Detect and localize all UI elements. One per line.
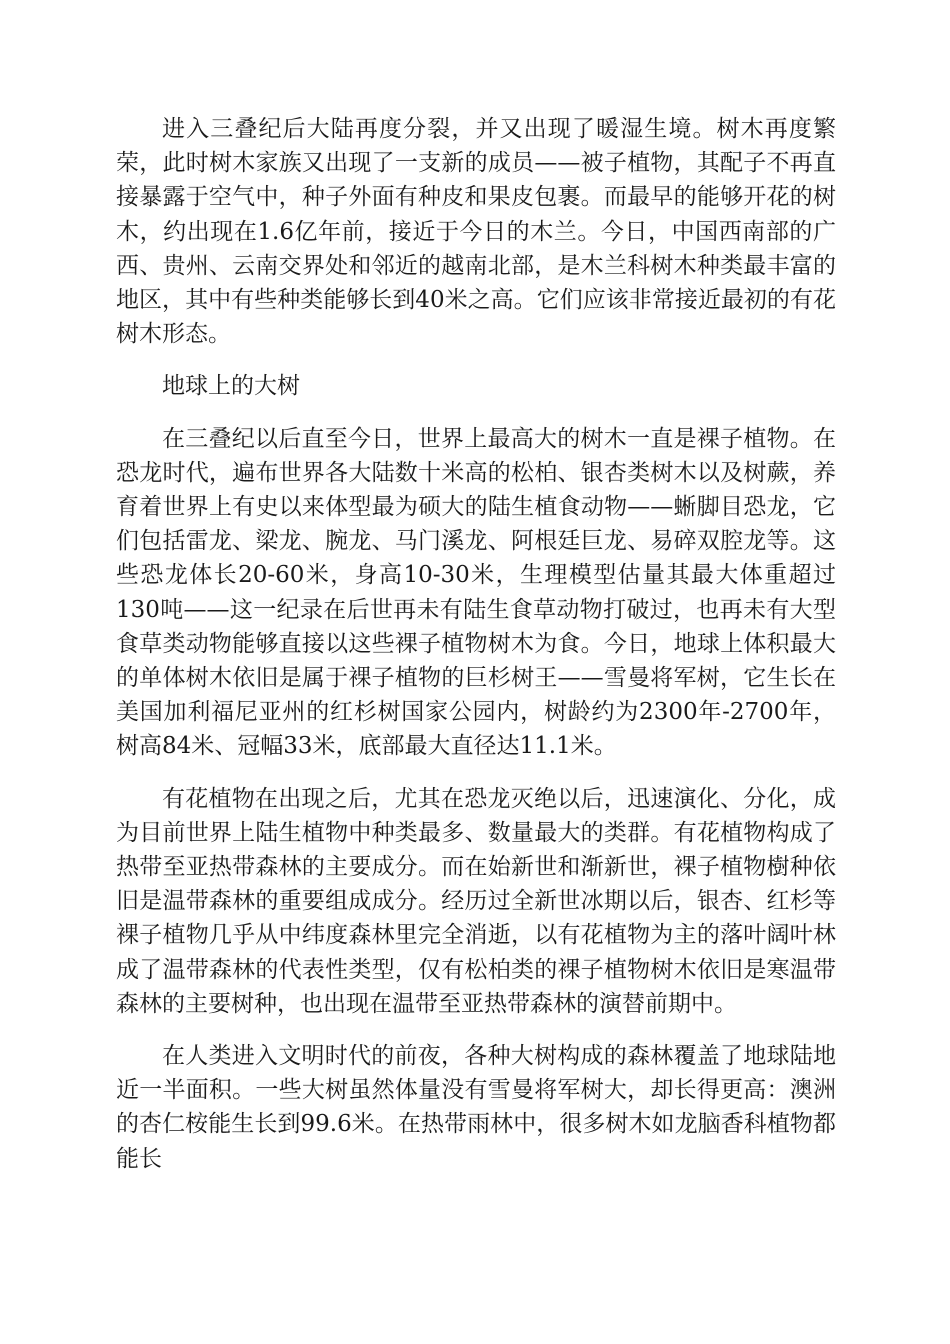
paragraph-gymnosperms-dinosaurs: 在三叠纪以后直至今日，世界上最高大的树木一直是裸子植物。在恐龙时代，遍布世界各大陆数十米高的松柏、银杏类树木以及树蕨，养育着世界上有史以来体型最为硕大的陆生植食动物——蜥脚目恐龙，它们包括雷龙、梁龙、腕龙、马门溪龙、阿根廷巨龙、易碎双腔龙等。这些恐龙体长20-60米，身高10-30米，生理模型估量其最大体重超过130吨——这一纪录在后世再未有陆生食草动物打破过，也再未有大型食草类动物能够直接以这些裸子植物树木为食。今日，地球上体积最大的单体树木依旧是属于裸子植物的巨杉树王——雪曼将军树，它生长在美国加利福尼亚州的红杉树国家公园内，树龄约为2300年-2700年，树高84米、冠幅33米，底部最大直径达11.1米。 bbox=[116, 425, 836, 760]
section-heading: 地球上的大树 bbox=[162, 373, 300, 400]
paragraph-triassic-angiosperms: 进入三叠纪后大陆再度分裂，并又出现了暖湿生境。树木再度繁荣，此时树木家族又出现了一支新的成员——被子植物，其配子不再直接暴露于空气中，种子外面有种皮和果皮包裹。而最早的能够开花的树木，约出现在1.6亿年前，接近于今日的木兰。今日，中国西南部的广西、贵州、云南交界处和邻近的越南北部，是木兰科树木种类最丰富的地区，其中有些种类能够长到40米之高。它们应该非常接近最初的有花树木形态。 bbox=[116, 116, 836, 348]
paragraph-civilization-forests: 在人类进入文明时代的前夜，各种大树构成的森林覆盖了地球陆地近一半面积。一些大树虽然体量没有雪曼将军树大，却长得更高：澳洲的杏仁桉能生长到99.6米。在热带雨林中，很多树木如龙脑香科植物都能长 bbox=[116, 1043, 836, 1172]
paragraph-flowering-plants: 有花植物在出现之后，尤其在恐龙灭绝以后，迅速演化、分化，成为目前世界上陆生植物中种类最多、数量最大的类群。有花植物构成了热带至亚热带森林的主要成分。而在始新世和渐新世，裸子植物樹种依旧是温带森林的重要组成成分。经历过全新世冰期以后，银杏、红杉等裸子植物几乎从中纬度森林里完全消逝，以有花植物为主的落叶阔叶林成了温带森林的代表性类型，仅有松柏类的裸子植物树木依旧是寒温带森林的主要树种，也出现在温带至亚热带森林的演替前期中。 bbox=[116, 785, 836, 1017]
document-body bbox=[116, 112, 836, 1194]
